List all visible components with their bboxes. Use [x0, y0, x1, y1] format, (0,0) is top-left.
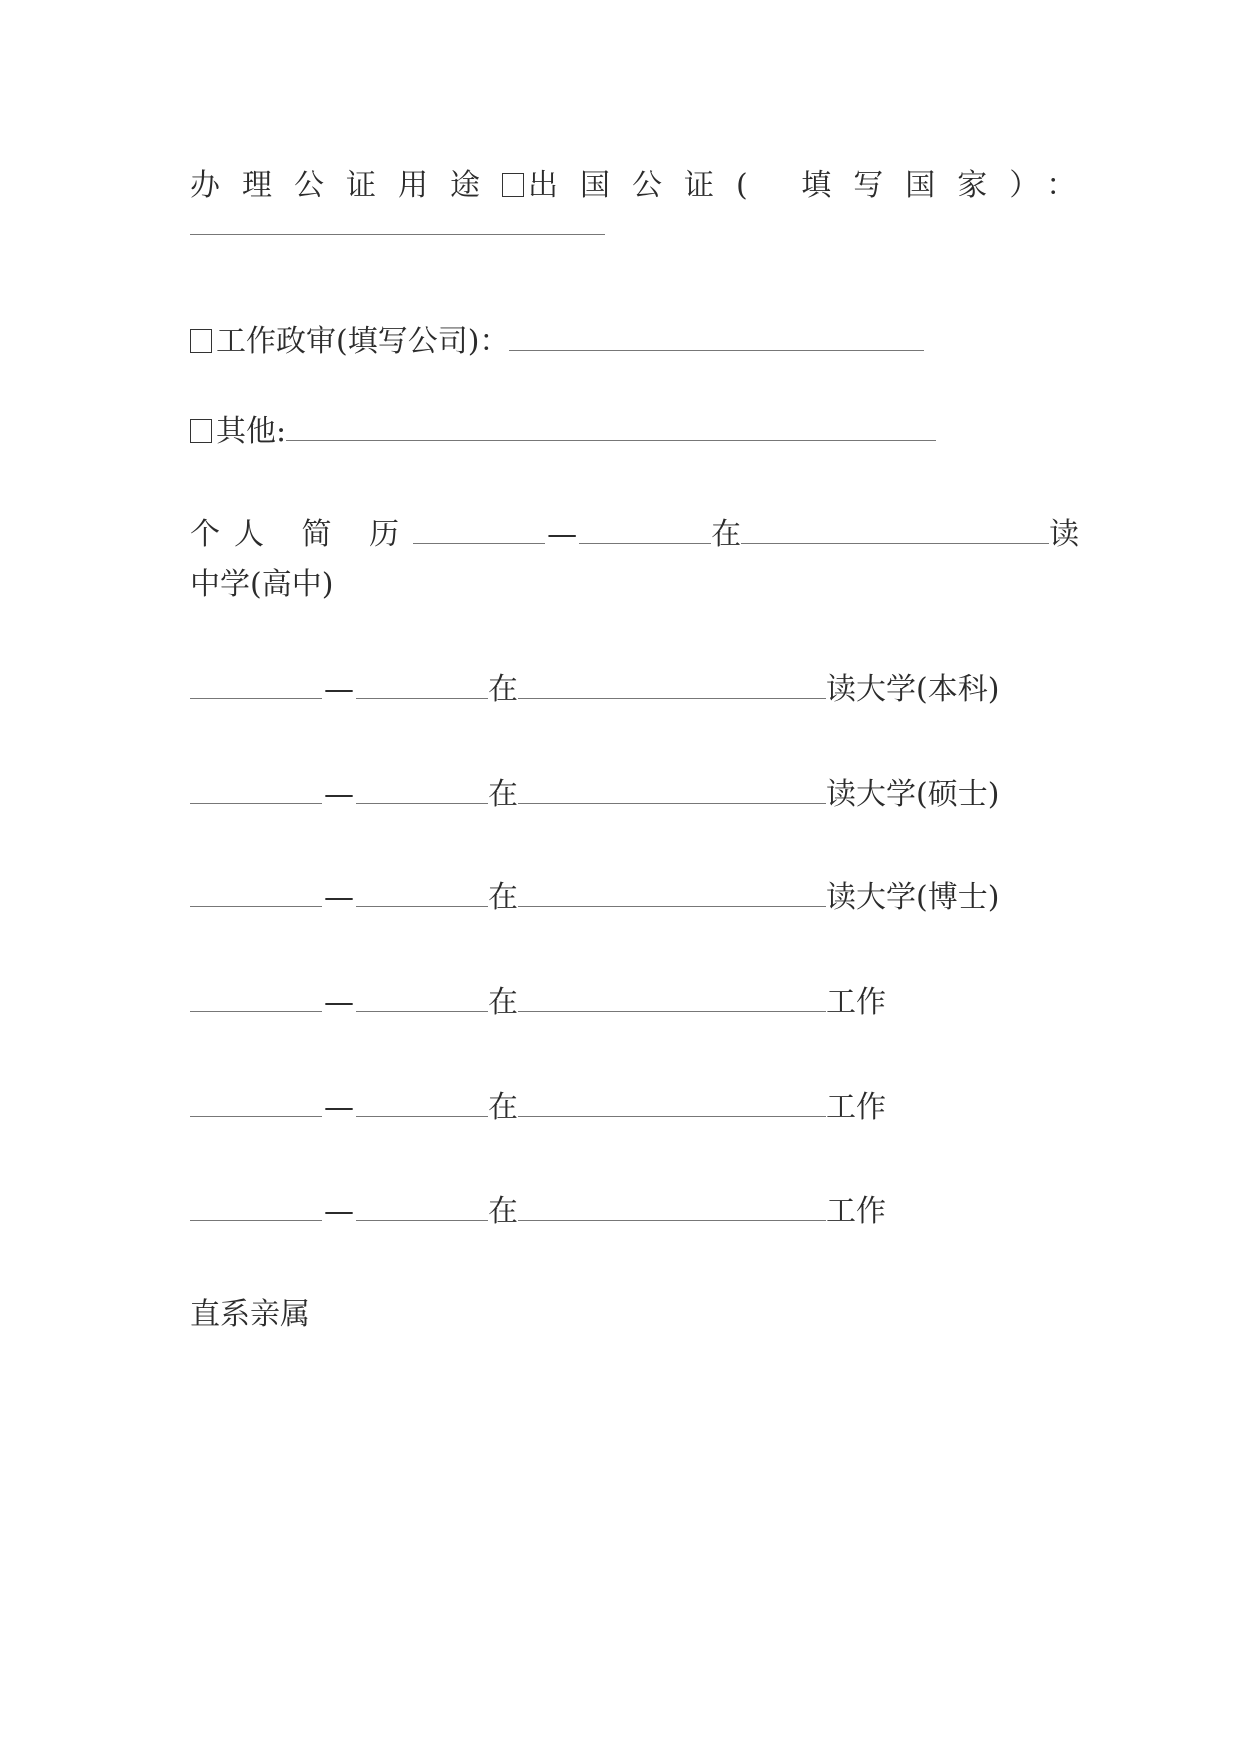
end-date-blank[interactable] [356, 880, 488, 907]
start-date-blank[interactable] [190, 880, 322, 907]
end-date-blank[interactable] [356, 1090, 488, 1117]
row-suffix: 读大学(本科) [826, 672, 1000, 707]
date-dash: — [324, 1090, 354, 1125]
other-blank[interactable] [286, 414, 936, 441]
date-dash: — [324, 1194, 354, 1229]
option-abroad: 出国公证 [528, 168, 736, 203]
relatives-heading [190, 1295, 310, 1335]
option-work-review: 工作政审 [216, 324, 336, 359]
end-date-blank[interactable] [356, 777, 488, 804]
work-review-line [190, 322, 924, 362]
place-blank[interactable] [518, 985, 826, 1012]
row-suffix: 读 [1049, 517, 1080, 552]
start-date-blank[interactable] [190, 985, 322, 1012]
resume-row-master [190, 775, 999, 815]
resume-row-doctor [190, 878, 999, 918]
row-suffix: 工作 [826, 1090, 886, 1125]
place-blank[interactable] [518, 1090, 826, 1117]
at-label: 在 [488, 1194, 518, 1229]
end-date-blank[interactable] [356, 1194, 488, 1221]
country-line [190, 206, 605, 246]
checkbox-abroad[interactable] [502, 173, 524, 197]
place-blank[interactable] [741, 517, 1049, 544]
row-suffix: 工作 [826, 1194, 886, 1229]
country-blank[interactable] [190, 208, 605, 235]
resume-row-work-3 [190, 1192, 886, 1232]
row-suffix: 读大学(硕士) [826, 777, 1000, 812]
resume-title: 个人 简 历 [190, 517, 414, 552]
end-date-blank[interactable] [579, 517, 711, 544]
date-dash: — [324, 880, 354, 915]
resume-row-work-2 [190, 1088, 886, 1128]
relatives-title: 直系亲属 [190, 1297, 310, 1332]
purpose-label: 办理公证用途 [190, 168, 502, 203]
date-dash: — [324, 777, 354, 812]
fill-country-label: ( 填写国家）： [736, 168, 1099, 203]
at-label: 在 [488, 777, 518, 812]
row-suffix-line2: 中学(高中) [190, 567, 334, 602]
resume-row-bachelor [190, 670, 999, 710]
resume-row-high-school-line2 [190, 565, 333, 605]
other-line [190, 412, 936, 452]
at-label: 在 [488, 672, 518, 707]
start-date-blank[interactable] [190, 1090, 322, 1117]
purpose-line [190, 166, 1098, 206]
start-date-blank[interactable] [413, 517, 545, 544]
date-dash: — [324, 672, 354, 707]
company-blank[interactable] [509, 324, 924, 351]
resume-row-work-1 [190, 983, 886, 1023]
date-dash: — [547, 517, 578, 552]
place-blank[interactable] [518, 777, 826, 804]
at-label: 在 [488, 985, 518, 1020]
start-date-blank[interactable] [190, 1194, 322, 1221]
place-blank[interactable] [518, 672, 826, 699]
place-blank[interactable] [518, 1194, 826, 1221]
date-dash: — [324, 985, 354, 1020]
checkbox-other[interactable] [190, 419, 212, 443]
resume-row-high-school [190, 515, 1079, 555]
checkbox-work-review[interactable] [190, 329, 212, 353]
start-date-blank[interactable] [190, 672, 322, 699]
place-blank[interactable] [518, 880, 826, 907]
start-date-blank[interactable] [190, 777, 322, 804]
at-label: 在 [488, 880, 518, 915]
row-suffix: 工作 [826, 985, 886, 1020]
option-other: 其他: [216, 414, 287, 449]
end-date-blank[interactable] [356, 672, 488, 699]
at-label: 在 [711, 517, 742, 552]
fill-company-label: (填写公司)： [336, 324, 510, 359]
end-date-blank[interactable] [356, 985, 488, 1012]
row-suffix: 读大学(博士) [826, 880, 1000, 915]
at-label: 在 [488, 1090, 518, 1125]
